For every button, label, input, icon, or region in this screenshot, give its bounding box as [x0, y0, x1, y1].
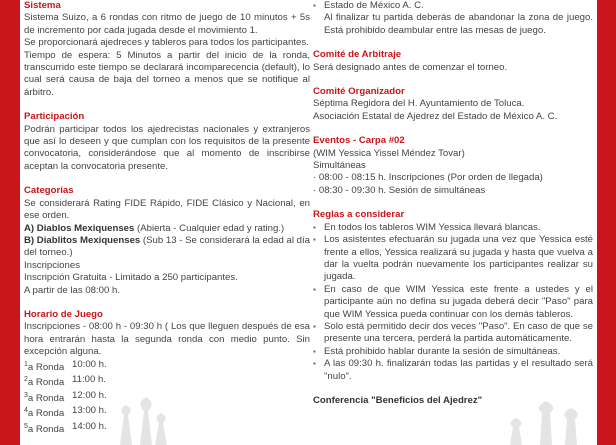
eventos-line: Simultáneas	[313, 160, 366, 172]
list-item	[313, 0, 593, 12]
round-label: a Ronda	[27, 361, 65, 373]
sistema-line: Se proporcionará ajedreces y tableros para todos los participantes.	[24, 37, 309, 49]
horario-text: Inscripciones - 08:00 h - 09:30 h ( Los que lleguen después de esa hora entrarán hasta la segunda ronda con medio punto. Sin excepción alguna.	[24, 321, 310, 358]
round-time: 14:00 h.	[72, 420, 107, 432]
square-bullet-icon: ▪	[313, 321, 316, 331]
rule-text: En caso de que WIM Yessica este frente a ustedes y el participante aún no defina su jugada deberá decir "Paso" para que WIM Yessica pueda continuar con los demás tableros.	[324, 283, 593, 320]
round-number: 3	[24, 391, 28, 399]
round-number: 5	[24, 422, 28, 430]
eventos-line: (WIM Yessica Yissel Méndez Tovar)	[313, 147, 465, 159]
arbitraje-heading: Comité de Arbitraje	[313, 49, 402, 61]
square-bullet-icon: ▪	[313, 359, 316, 369]
eventos-line: · 08:30 - 09:30 h. Sesión de simultáneas	[313, 184, 486, 196]
round-row	[24, 405, 310, 421]
categorias-heading: Categorías	[24, 185, 74, 197]
round-label: a Ronda	[27, 408, 65, 420]
square-bullet-icon: ▪	[313, 235, 316, 245]
horario-heading: Horario de Juego	[24, 308, 103, 320]
top-bullet-list	[313, 0, 593, 12]
round-time: 10:00 h.	[72, 358, 107, 370]
list-item	[313, 321, 593, 346]
reglas-heading: Reglas a considerar	[313, 209, 405, 221]
category-b-text: (Sub 13 - Se considerará la edad al día del torneo.)	[24, 234, 310, 259]
category-a-label: A) Diablos Mexiquenses	[24, 222, 135, 234]
round-number: 1	[24, 360, 28, 368]
organizador-line: Séptima Regidora del H. Ayuntamiento de Toluca.	[313, 98, 525, 110]
arbitraje-text: Será designado antes de comenzar el torneo.	[313, 61, 508, 73]
rule-text: Solo está permitido decir dos veces "Paso". En caso de que se presente una tercera, perderá la partida automáticamente.	[324, 320, 593, 345]
eventos-line: · 08:00 - 08:15 h. Inscripciones (Por orden de llegada)	[313, 172, 543, 184]
eventos-heading: Eventos - Carpa #02	[313, 135, 405, 147]
sistema-line: Tiempo de espera: 5 Minutos a partir del inicio de la ronda, transcurrido este tiempo se declarará incomparecencia (default), lo cual será causa de baja del torneo a menos que se notifique al árbitro.	[24, 49, 310, 98]
square-bullet-icon: ▪	[313, 284, 316, 294]
round-time: 13:00 h.	[72, 405, 107, 417]
inscripcion-gratuita: Inscripción Gratuita - Limitado a 250 participantes.	[24, 272, 238, 284]
category-a	[24, 223, 310, 235]
list-item	[313, 358, 593, 383]
sistema-line: Sistema Suizo, a 6 rondas con ritmo de juego de 10 minutos + 5s de incremento por cada jugada desde el movimiento 1.	[24, 12, 310, 36]
organizador-heading: Comité Organizador	[313, 86, 405, 98]
round-label: a Ronda	[27, 392, 65, 404]
reglas-list	[313, 222, 593, 383]
rule-text: A las 09:30 h. finalizarán todas las partidas y el resultado será "nulo".	[324, 358, 593, 382]
rule-text: Está prohibido hablar durante la sesión de simultáneas.	[324, 345, 561, 357]
list-item	[313, 346, 593, 358]
round-row	[24, 421, 310, 437]
round-label: a Ronda	[27, 377, 65, 389]
left-column	[20, 0, 310, 437]
rounds-list	[24, 359, 310, 437]
list-item	[313, 222, 593, 234]
sistema-heading: Sistema	[24, 0, 61, 11]
square-bullet-icon: ▪	[313, 1, 316, 10]
round-number: 2	[24, 376, 28, 384]
round-row	[24, 390, 310, 406]
list-item	[313, 234, 593, 284]
category-b	[24, 235, 310, 260]
round-row	[24, 359, 310, 375]
top-text: Al finalizar tu partida deberás de abandonar la zona de juego. Está prohibido deambular entre las mesas de juego.	[324, 12, 593, 36]
rule-text: Los asistentes efectuarán su jugada una vez que Yessica esté frente a ellos, Yessica realizará su jugada y hasta que vuelva a dar la vuelta podrán nuevamente los participantes realizar su jugada.	[324, 234, 593, 283]
participacion-text: Podrán participar todos los ajedrecistas nacionales y extranjeros que así lo deseen y que cumplan con los requisitos de la presente convocatoria, considerándose que al momento de inscribirse aceptan la convocatoria presente.	[24, 123, 310, 172]
rule-text: En todos los tableros WIM Yessica llevará blancas.	[324, 221, 541, 233]
category-a-text: (Abierta - Cualquier edad y rating.)	[134, 222, 285, 234]
square-bullet-icon: ▪	[313, 222, 316, 232]
right-column	[313, 0, 593, 407]
organizador-line: Asociación Estatal de Ajedrez del Estado de México A. C.	[313, 110, 558, 122]
inscripciones-label: Inscripciones	[24, 259, 80, 271]
round-row	[24, 374, 310, 390]
square-bullet-icon: ▪	[313, 346, 316, 356]
inscripcion-hora: A partir de las 08:00 h.	[24, 284, 120, 296]
round-label: a Ronda	[27, 424, 65, 436]
round-time: 11:00 h.	[72, 374, 106, 386]
list-item	[313, 284, 593, 321]
participacion-heading: Participación	[24, 111, 85, 123]
categorias-intro: Se considerará Rating FIDE Rápido, FIDE Clásico y Nacional, en ese orden.	[24, 197, 310, 222]
round-time: 12:00 h.	[72, 389, 107, 401]
conferencia-heading: Conferencia "Beneficios del Ajedrez"	[313, 394, 483, 406]
bullet-text: Estado de México A. C.	[324, 0, 424, 11]
convocatoria-page	[20, 0, 597, 445]
category-b-label: B) Diablitos Mexiquenses	[24, 234, 141, 246]
round-number: 4	[24, 407, 28, 415]
